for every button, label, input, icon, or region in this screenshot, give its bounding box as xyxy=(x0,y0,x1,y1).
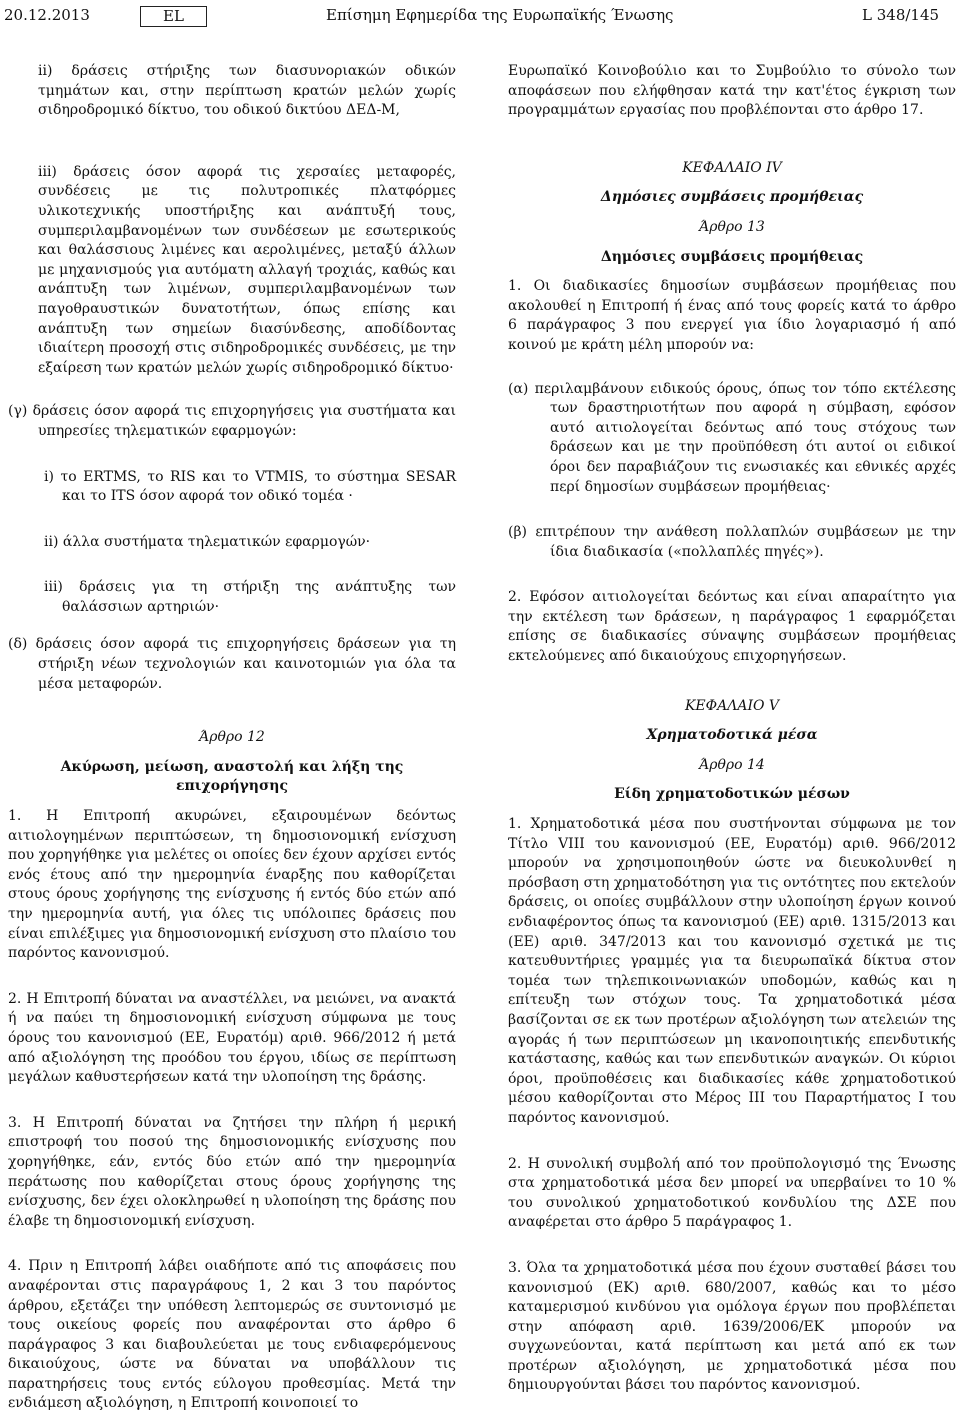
article-14-paragraph-3: 3. Όλα τα χρηματοδοτικά μέσα που έχουν συσταθεί βάσει του κανονισμού (ΕΚ) αριθ. 680/2007, καθώς και το μέσο καταμερισμού κινδύνου για ομόλογα έργων που προβλέπεται στην απόφαση αριθ. 1639/2006/ΕΚ μπορούν να συγχωνεύονται, κατά περίπτωση και μετά από εκ των προτέρων αξιολόγηση, με χρηματοδοτικά μέσα που δημιουργούνται βάσει του παρόντος κανονισμού. xyxy=(508,1259,956,1394)
chapter-5-title: Χρηματοδοτικά μέσα xyxy=(646,727,818,744)
article-12-paragraph-4: 4. Πριν η Επιτροπή λάβει οιαδήποτε από τις αποφάσεις που αναφέρονται στις παραγράφους 1, 2 και 3 του παρόντος άρθρου, εξετάζει την υπόθεση λεπτομερώς σε συντονισμό με τους οικείους φορείς που αναφέρονται στο άρθρο 6 παράγραφος 3 και διαβουλεύεται με τους ενδιαφερόμενους δικαιούχους, ώστε να δύναται να υποβάλλουν τις παρατηρήσεις τους εντός εύλογου προθεσμίας. Μετά την ενδιάμεση αξιολόγηση, η Επιτροπή κοινοποιεί το xyxy=(8,1258,456,1412)
point-iii-land-transport: iii) δράσεις όσον αφορά τις χερσαίες μεταφορές, συνδέσεις με τις πολυτροπικές πλατφόρμες υλικοτεχνικής υποστήριξης και ανάπτυξή τους, συμπεριλαμβανομένων των συνδέσεων με εσωτερικούς και θαλάσσιους λιμένες και αερολιμένες, μεταξύ άλλων με μηχανισμούς για αυτόματη αλλαγή τροχιάς, καθώς και ανάπτυξη των λιμένων, συμπεριλαμβανομένων των παγοθραυστικών δυνατοτήτων, όπως επίσης και ανάπτυξη των σημείων διασύνδεσης, αποδίδοντας ιδιαίτερη προσοχή στις σιδηροδρομικές συνδέσεις, με την εξαίρεση των κρατών μελών χωρίς σιδηροδρομικό δίκτυο· xyxy=(38,163,456,376)
article-12-title: Ακύρωση, μείωση, αναστολή και λήξη της επιχορήγησης xyxy=(60,758,404,795)
publication-date: 20.12.2013 xyxy=(4,6,90,24)
article-14-paragraph-2: 2. Η συνολική συμβολή από τον προϋπολογισμό της Ένωσης στα χρηματοδοτικά μέσα δεν μπορεί να υπερβαίνει το 10 % του συνολικού χρηματοδοτικού κονδυλίου της ΔΣΕ που αναφέρεται στο άρθρο 5 παράγραφος 1. xyxy=(508,1155,956,1231)
chapter-5-label: ΚΕΦΑΛΑΙΟ V xyxy=(684,697,780,714)
article-13-point-b: (β) επιτρέπουν την ανάθεση πολλαπλών συμβάσεων με την ίδια διαδικασία («πολλαπλές πηγές»). xyxy=(508,524,956,560)
left-column xyxy=(8,62,456,1414)
point-g-i: i) το ERTMS, το RIS και το VTMIS, το σύστημα SESAR και το ITS όσον αφορά τον οδικό τομέα · xyxy=(44,468,456,505)
language-badge: EL xyxy=(140,6,207,27)
page-number: L 348/145 xyxy=(862,6,940,24)
point-g-telematics: (γ) δράσεις όσον αφορά τις επιχορηγήσεις για συστήματα και υπηρεσίες τηλεματικών εφαρμογών: xyxy=(8,403,456,439)
right-column xyxy=(508,62,956,1396)
point-g-ii: ii) άλλα συστήματα τηλεματικών εφαρμογών· xyxy=(44,533,371,550)
chapter-4-label: ΚΕΦΑΛΑΙΟ IV xyxy=(682,159,782,176)
article-14-paragraph-1: 1. Χρηματοδοτικά μέσα που συστήνονται σύμφωνα με τον Τίτλο VIII του κανονισμού (ΕΕ, Ευρατόμ) αριθ. 966/2012 μπορούν να χρησιμοποιηθούν ώστε να διευκολυνθεί η πρόσβαση στη χρηματοδότηση για τις οντότητες που εκτελούν δράσεις, οι οποίες συμβάλλουν στην υλοποίηση έργων κοινού ενδιαφέροντος όπως τα κανονισμού (ΕΕ) αριθ. 1315/2013 και (ΕΕ) αριθ. 347/2013 και του κανονισμό σχετικά με τις κατευθυντήριες γραμμές για τα διευρωπαϊκά δίκτυα στον τομέα των τηλεπικοινωνιακών υποδομών, καθώς και η επίτευξη των στόχων τους. Τα χρηματοδοτικά μέσα βασίζονται σε εκ των προτέρων αξιολόγηση των ατελειών της αγοράς ή των περιπτώσεων μη ικανοποιητικής επενδυτικής κατάστασης, καθώς και των επενδυτικών αναγκών. Οι κύριοι όροι, προϋποθέσεις και διαδικασίες κάθε χρηματοδοτικού μέσου καθορίζονται στο Μέρος ΙΙΙ του Παραρτήματος Ι του παρόντος κανονισμού. xyxy=(508,816,956,1126)
journal-title: Επίσημη Εφημερίδα της Ευρωπαϊκής Ένωσης xyxy=(326,6,674,24)
article-12-label: Άρθρο 12 xyxy=(199,729,265,746)
article-12-paragraph-3: 3. Η Επιτροπή δύναται να ζητήσει την πλήρη ή μερική επιστροφή του ποσού της δημοσιονομικής ενίσχυσης που χορηγήθηκε, εάν, εντός δύο ετών από την ημερομηνία περάτωσης που καθορίζεται στους όρους χορήγησης της ενίσχυσης, δεν έχει ολοκληρωθεί η υλοποίηση της δράσης που έλαβε τη δημοσιονομική ενίσχυση. xyxy=(8,1114,456,1229)
chapter-4-title: Δημόσιες συμβάσεις προμήθειας xyxy=(600,189,864,206)
article-13-point-a: (α) περιλαμβάνουν ειδικούς όρους, όπως τον τόπο εκτέλεσης των δραστηριοτήτων που αφορά η σύμβαση, εφόσον αυτό αιτιολογείται δεόντως από τους στόχους των δράσεων και με την προϋπόθεση ότι αυτοί οι ειδικοί όροι δεν παραβιάζουν τις ενωσιακές και εθνικές αρχές περί δημοσίων συμβάσεων προμήθειας· xyxy=(508,380,956,495)
article-12-paragraph-1: 1. Η Επιτροπή ακυρώνει, εξαιρουμένων δεόντως αιτιολογημένων περιπτώσεων, τη δημοσιονομική ενίσχυση που χορηγήθηκε για μελέτες οι οποίες δεν έχουν αρχίσει εντός ενός έτους από την ημερομηνία έναρξης που καθορίζεται στους όρους χορήγησης της ενίσχυσης ή εντός δύο ετών από την ημερομηνία αυτή, για όλες τις υπόλοιπες δράσεις που είναι επιλέξιμες για δημοσιονομική ενίσχυση στο πλαίσιο του παρόντος κανονισμού. xyxy=(8,808,456,962)
article-12-paragraph-2: 2. Η Επιτροπή δύναται να αναστέλλει, να μειώνει, να ανακτά ή να παύει τη δημοσιονομική ενίσχυση σύμφωνα με τους όρους του κανονισμού (ΕΕ, Ευρατόμ) αριθ. 966/2012 ή μετά από αξιολόγηση της προόδου του έργου, ιδίως σε περίπτωση μεγάλων καθυστερήσεων κατά την υλοποίηση της δράσης. xyxy=(8,990,456,1086)
page-header xyxy=(0,0,960,30)
article-13-paragraph-2: 2. Εφόσον αιτιολογείται δεόντως και είναι απαραίτητο για την εκτέλεση των δράσεων, η παράγραφος 1 εφαρμόζεται επίσης σε διαδικασίες σύναψης συμβάσεων προμήθειας εκτελούμενες από δικαιούχους επιχορηγήσεων. xyxy=(508,589,956,665)
article-14-label: Άρθρο 14 xyxy=(699,756,765,773)
point-d-innovation: (δ) δράσεις όσον αφορά τις επιχορηγήσεις δράσεων για τη στήριξη νέων τεχνολογιών και καινοτομιών για όλα τα μέσα μεταφορών. xyxy=(8,636,456,692)
article-13-label: Άρθρο 13 xyxy=(699,218,765,235)
article-14-title: Είδη χρηματοδοτικών μέσων xyxy=(614,786,850,803)
article-11-continuation: Ευρωπαϊκό Κοινοβούλιο και το Συμβούλιο το σύνολο των αποφάσεων που ελήφθησαν κατά την κατ'έτος έγκριση των προγραμμάτων εργασίας που προβλέπονται στο άρθρο 17. xyxy=(508,63,956,119)
point-g-iii: iii) δράσεις για τη στήριξη της ανάπτυξης των θαλάσσιων αρτηριών· xyxy=(44,579,456,615)
article-13-paragraph-1: 1. Οι διαδικασίες δημοσίων συμβάσεων προμήθειας που ακολουθεί η Επιτροπή ή ένας από τους φορείς κατά το άρθρο 6 παράγραφος 3 που ενεργεί για ίδιο λογαριασμό ή από κοινού με κράτη μέλη μπορούν να: xyxy=(508,278,956,353)
article-13-title: Δημόσιες συμβάσεις προμήθειας xyxy=(600,248,864,265)
point-ii-road: ii) δράσεις στήριξης των διασυνοριακών οδικών τμημάτων και, στην περίπτωση κρατών μελών χωρίς σιδηροδρομικό δίκτυο, του οδικού δικτύου ΔΕΔ-Μ, xyxy=(38,63,456,119)
